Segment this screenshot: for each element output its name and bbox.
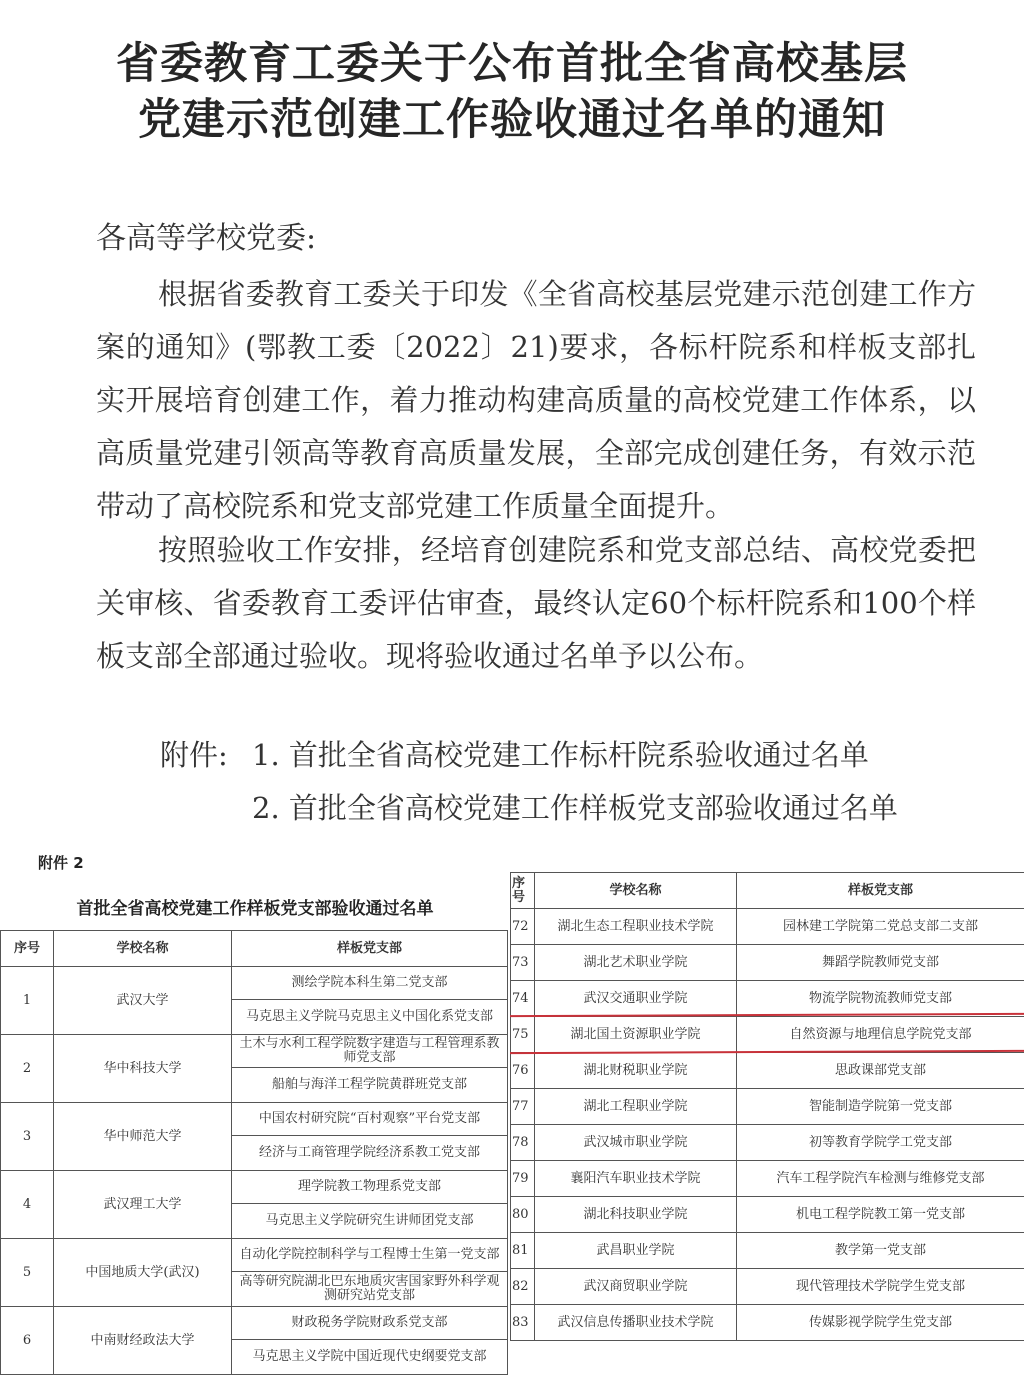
- row-school: 武汉城市职业学院: [535, 1125, 737, 1161]
- row-branch: 马克思主义学院中国近现代史纲要党支部: [232, 1340, 508, 1375]
- table-row: [1, 1171, 508, 1204]
- annex-title: 首批全省高校党建工作样板党支部验收通过名单: [0, 894, 510, 919]
- table-row: [1, 1035, 508, 1068]
- row-school: 华中师范大学: [54, 1103, 232, 1171]
- row-seq: 83: [511, 1305, 535, 1341]
- header-school: 学校名称: [535, 873, 737, 909]
- row-branch: 自动化学院控制科学与工程博士生第一党支部: [232, 1239, 508, 1272]
- header-seq: 序号: [1, 931, 54, 967]
- row-seq: 79: [511, 1161, 535, 1197]
- row-branch: 马克思主义学院马克思主义中国化系党支部: [232, 1000, 508, 1035]
- row-seq: 5: [1, 1239, 54, 1307]
- row-branch: 土木与水利工程学院数字建造与工程管理系教师党支部: [232, 1035, 508, 1068]
- row-seq: 80: [511, 1197, 535, 1233]
- row-branch: 高等研究院湖北巴东地质灾害国家野外科学观测研究站党支部: [232, 1272, 508, 1307]
- body-paragraph-2: 按照验收工作安排，经培育创建院系和党支部总结、高校党委把关审核、省委教育工委评估审查，最终认定60个标杆院系和100个样板支部全部通过验收。现将验收通过名单予以公布。: [96, 524, 976, 683]
- row-branch: 马克思主义学院研究生讲师团党支部: [232, 1204, 508, 1239]
- attachment-label: 附件:: [160, 730, 228, 780]
- left-branch-table: [0, 930, 508, 1375]
- row-branch: 汽车工程学院汽车检测与维修党支部: [737, 1161, 1024, 1197]
- row-branch: 初等教育学院学工党支部: [737, 1125, 1024, 1161]
- row-school: 武汉大学: [54, 967, 232, 1035]
- row-school: 武汉信息传播职业技术学院: [535, 1305, 737, 1341]
- row-branch: 财政税务学院财政系党支部: [232, 1307, 508, 1340]
- table-row: [1, 1307, 508, 1340]
- attachment-item-1: 1. 首批全省高校党建工作标杆院系验收通过名单: [252, 730, 869, 780]
- table-row: [1, 967, 508, 1000]
- table-row: [1, 1239, 508, 1272]
- table-row: [511, 1053, 1024, 1089]
- table-row: [511, 945, 1024, 981]
- right-branch-table: [510, 872, 1024, 1341]
- table-row: [511, 1125, 1024, 1161]
- row-branch: 园林建工学院第二党总支部二支部: [737, 909, 1024, 945]
- table-row: [511, 1161, 1024, 1197]
- row-seq: 73: [511, 945, 535, 981]
- table-header-row: [1, 931, 508, 967]
- row-school: 武汉理工大学: [54, 1171, 232, 1239]
- row-school: 湖北财税职业学院: [535, 1053, 737, 1089]
- row-branch: 机电工程学院教工第一党支部: [737, 1197, 1024, 1233]
- row-school: 襄阳汽车职业技术学院: [535, 1161, 737, 1197]
- row-seq: 72: [511, 909, 535, 945]
- header-branch: 样板党支部: [232, 931, 508, 967]
- table-row: [511, 981, 1024, 1017]
- table-row: [511, 1233, 1024, 1269]
- row-seq: 74: [511, 981, 535, 1017]
- body-paragraph-1: 根据省委教育工委关于印发《全省高校基层党建示范创建工作方案的通知》(鄂教工委〔2022〕21)要求，各标杆院系和样板支部扎实开展培育创建工作，着力推动构建高质量的高校党建工作体系，以高质量党建引领高等教育高质量发展，全部完成创建任务，有效示范带动了高校院系和党支部党建工作质量全面提升。: [96, 268, 976, 533]
- row-school: 中国地质大学(武汉): [54, 1239, 232, 1307]
- row-seq: 76: [511, 1053, 535, 1089]
- annex-label: 附件 2: [38, 852, 84, 873]
- table-row: [511, 1197, 1024, 1233]
- row-branch: 经济与工商管理学院经济系教工党支部: [232, 1136, 508, 1171]
- row-branch: 教学第一党支部: [737, 1233, 1024, 1269]
- row-seq: 78: [511, 1125, 535, 1161]
- row-branch: 物流学院物流教师党支部: [737, 981, 1024, 1017]
- row-seq: 75: [511, 1017, 535, 1053]
- row-school: 湖北科技职业学院: [535, 1197, 737, 1233]
- row-school: 武昌职业学院: [535, 1233, 737, 1269]
- row-seq: 82: [511, 1269, 535, 1305]
- row-seq: 4: [1, 1171, 54, 1239]
- row-branch: 中国农村研究院“百村观察”平台党支部: [232, 1103, 508, 1136]
- row-branch: 现代管理技术学院学生党支部: [737, 1269, 1024, 1305]
- row-school: 湖北艺术职业学院: [535, 945, 737, 981]
- row-school: 中南财经政法大学: [54, 1307, 232, 1375]
- attachment-item-2: 2. 首批全省高校党建工作样板党支部验收通过名单: [252, 783, 898, 833]
- notice-title-line-2: 党建示范创建工作验收通过名单的通知: [0, 92, 1024, 148]
- row-branch: 船舶与海洋工程学院黄群班党支部: [232, 1068, 508, 1103]
- table-row: [1, 1103, 508, 1136]
- table-header-row: [511, 873, 1024, 909]
- row-school: 武汉商贸职业学院: [535, 1269, 737, 1305]
- header-seq: 序号: [511, 873, 535, 909]
- row-branch: 智能制造学院第一党支部: [737, 1089, 1024, 1125]
- table-row: [511, 1305, 1024, 1341]
- header-school: 学校名称: [54, 931, 232, 967]
- table-row: [511, 1089, 1024, 1125]
- salutation: 各高等学校党委:: [96, 214, 316, 264]
- notice-title: [0, 36, 1024, 148]
- row-branch: 理学院教工物理系党支部: [232, 1171, 508, 1204]
- row-seq: 2: [1, 1035, 54, 1103]
- row-seq: 3: [1, 1103, 54, 1171]
- row-branch: 思政课部党支部: [737, 1053, 1024, 1089]
- row-school: 湖北工程职业学院: [535, 1089, 737, 1125]
- row-branch: 自然资源与地理信息学院党支部: [737, 1017, 1024, 1053]
- row-seq: 81: [511, 1233, 535, 1269]
- row-branch: 测绘学院本科生第二党支部: [232, 967, 508, 1000]
- header-branch: 样板党支部: [737, 873, 1024, 909]
- table-row: [511, 1269, 1024, 1305]
- notice-title-line-1: 省委教育工委关于公布首批全省高校基层: [0, 36, 1024, 92]
- row-branch: 舞蹈学院教师党支部: [737, 945, 1024, 981]
- row-branch: 传媒影视学院学生党支部: [737, 1305, 1024, 1341]
- row-seq: 1: [1, 967, 54, 1035]
- row-school: 湖北生态工程职业技术学院: [535, 909, 737, 945]
- table-row: [511, 909, 1024, 945]
- row-school: 武汉交通职业学院: [535, 981, 737, 1017]
- table-row: [511, 1017, 1024, 1053]
- row-school: 湖北国土资源职业学院: [535, 1017, 737, 1053]
- row-school: 华中科技大学: [54, 1035, 232, 1103]
- row-seq: 77: [511, 1089, 535, 1125]
- row-seq: 6: [1, 1307, 54, 1375]
